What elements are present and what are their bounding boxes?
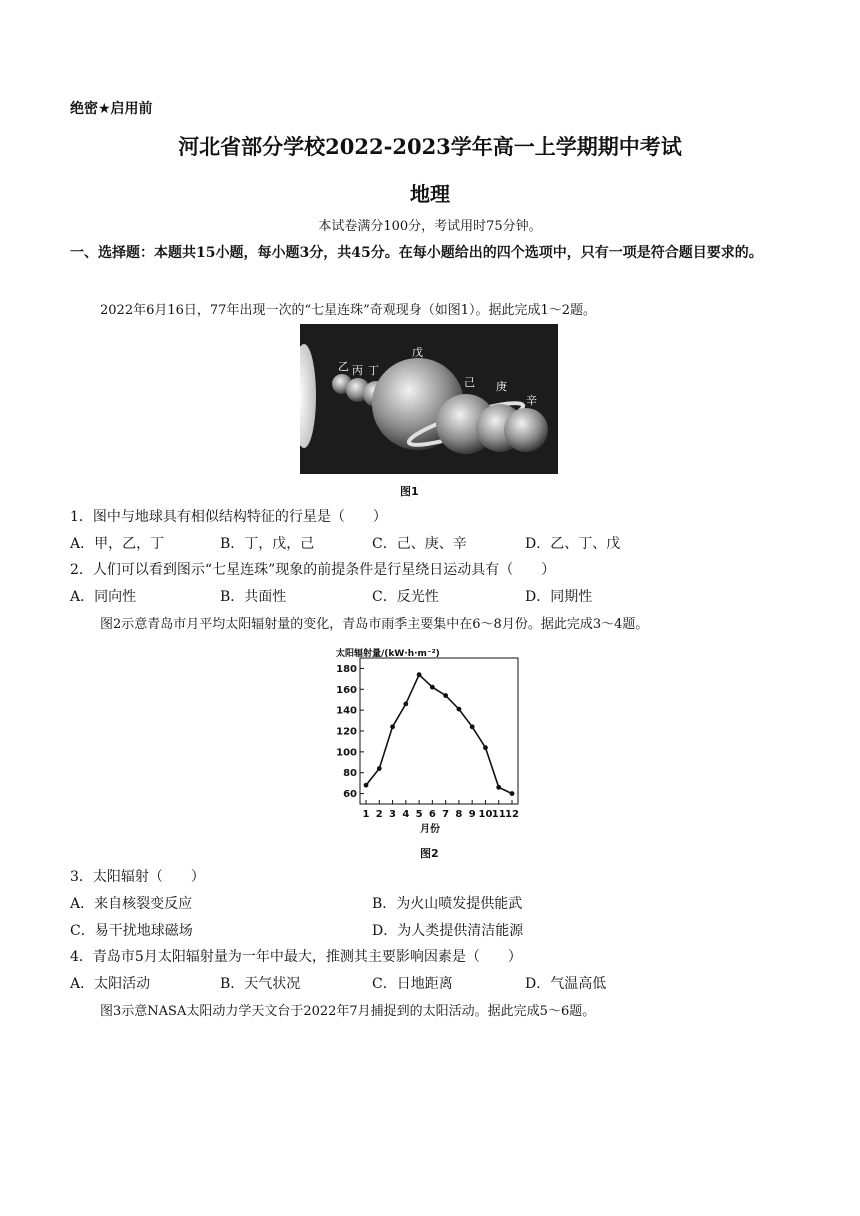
question-4-stem: 4．青岛市5月太阳辐射量为一年中最大，推测其主要影响因素是（ ） xyxy=(70,949,522,965)
data-point xyxy=(364,783,369,788)
x-tick-label: 7 xyxy=(442,809,450,820)
data-point xyxy=(457,707,462,712)
question-2-option-a: A．同向性 xyxy=(70,589,137,605)
label-geng: 庚 xyxy=(496,380,507,393)
intro-3: 图3示意NASA太阳动力学天文台于2022年7月捕捉到的太阳活动。据此完成5～6题。 xyxy=(100,1004,596,1019)
y-tick-label: 60 xyxy=(343,789,357,801)
intro-2: 图2示意青岛市月平均太阳辐射量的变化，青岛市雨季主要集中在6～8月份。据此完成3～4题。 xyxy=(100,617,649,632)
x-tick-label: 9 xyxy=(468,809,476,820)
subject-title: 地理 xyxy=(410,182,450,206)
exam-note: 本试卷满分100分，考试用时75分钟。 xyxy=(318,219,542,234)
x-tick-label: 8 xyxy=(455,809,463,820)
data-point xyxy=(510,791,515,796)
label-xin: 辛 xyxy=(526,394,537,407)
chart-xlabel: 月份 xyxy=(420,824,440,835)
question-4-option-b: B．天气状况 xyxy=(220,976,301,992)
question-2-option-d: D．同期性 xyxy=(525,589,593,605)
intro-1: 2022年6月16日，77年出现一次的“七星连珠”奇观现身（如图1）。据此完成1～2题。 xyxy=(100,303,597,318)
secret-label: 绝密★启用前 xyxy=(70,101,153,117)
question-4-option-c: C．日地距离 xyxy=(372,976,453,992)
figure-1-caption: 图1 xyxy=(400,485,419,498)
chart-frame xyxy=(360,658,518,804)
question-2-stem: 2．人们可以看到图示“七星连珠”现象的前提条件是行星绕日运动具有（ ） xyxy=(70,562,556,578)
data-point xyxy=(496,785,501,790)
y-tick-label: 160 xyxy=(336,684,357,696)
data-point xyxy=(377,766,382,771)
label-bing: 丙 xyxy=(352,364,363,377)
question-3-stem: 3．太阳辐射（ ） xyxy=(70,869,205,885)
question-3-option-d: D．为人类提供清洁能源 xyxy=(372,923,524,939)
x-tick-label: 5 xyxy=(415,809,423,820)
figure-2-chart xyxy=(330,642,530,838)
label-wu: 戊 xyxy=(412,346,423,359)
data-point xyxy=(470,724,475,729)
x-tick-label: 3 xyxy=(389,809,397,820)
page-title: 河北省部分学校2022-2023学年高一上学期期中考试 xyxy=(178,134,682,159)
data-point xyxy=(417,672,422,677)
x-tick-label: 11 xyxy=(491,809,506,820)
label-ji: 己 xyxy=(464,376,475,389)
question-4-option-a: A．太阳活动 xyxy=(70,976,151,992)
data-point xyxy=(443,693,448,698)
question-2-option-b: B．共面性 xyxy=(220,589,287,605)
figure-1-planets xyxy=(300,324,558,474)
series-line xyxy=(366,675,512,794)
question-2-option-c: C．反光性 xyxy=(372,589,439,605)
y-tick-label: 140 xyxy=(336,705,357,717)
planet-xin xyxy=(504,408,548,452)
question-1-option-a: A．甲，乙，丁 xyxy=(70,536,165,552)
x-tick-label: 10 xyxy=(478,809,493,820)
y-tick-label: 100 xyxy=(336,747,357,759)
data-point xyxy=(390,724,395,729)
data-point xyxy=(483,745,488,750)
data-point xyxy=(430,685,435,690)
label-ding: 丁 xyxy=(368,364,379,377)
question-1-option-b: B．丁，戊，己 xyxy=(220,536,315,552)
figure-2-caption: 图2 xyxy=(420,847,439,860)
data-point xyxy=(403,701,408,706)
question-1-option-c: C．己、庚、辛 xyxy=(372,536,467,552)
question-1-option-d: D．乙、丁、戊 xyxy=(525,536,621,552)
question-3-option-c: C．易干扰地球磁场 xyxy=(70,923,193,939)
x-tick-label: 1 xyxy=(362,809,370,820)
question-4-option-d: D．气温高低 xyxy=(525,976,607,992)
question-1-stem: 1．图中与地球具有相似结构特征的行星是（ ） xyxy=(70,509,387,525)
question-3-option-b: B．为火山喷发提供能武 xyxy=(372,896,523,912)
question-3-option-a: A．来自核裂变反应 xyxy=(70,896,193,912)
x-tick-label: 2 xyxy=(375,809,383,820)
x-tick-label: 12 xyxy=(505,809,519,820)
x-tick-label: 4 xyxy=(402,809,410,820)
section-heading: 一、选择题：本题共15小题，每小题3分，共45分。在每小题给出的四个选项中，只有一项是符合题目要求的。 xyxy=(70,245,763,261)
y-tick-label: 80 xyxy=(343,768,357,780)
y-tick-label: 180 xyxy=(336,663,357,675)
label-yi: 乙 xyxy=(338,360,349,373)
chart-ylabel: 太阳辐射量/(kW·h·m⁻²) xyxy=(336,649,440,659)
x-tick-label: 6 xyxy=(428,809,436,820)
y-tick-label: 120 xyxy=(336,726,357,738)
